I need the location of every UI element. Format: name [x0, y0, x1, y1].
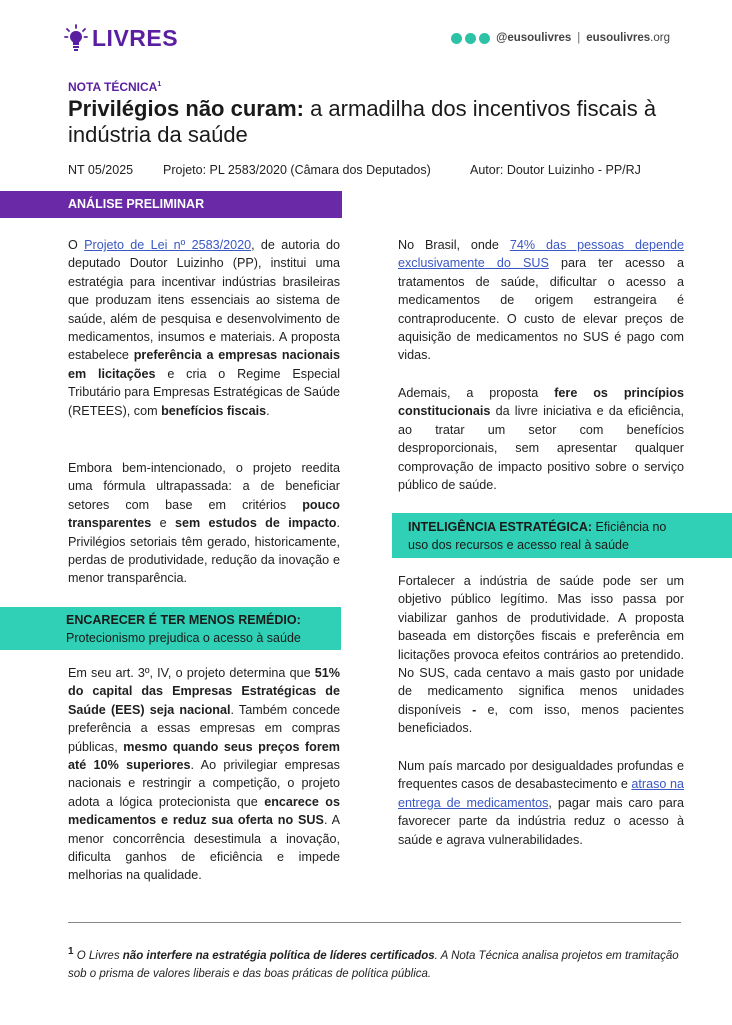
separator: |	[577, 32, 581, 44]
p2-text-b: e	[151, 516, 175, 531]
p3-bold-3: encarece os medicamentos e reduz sua oferta no SUS	[68, 794, 340, 828]
inteligencia-line1-rest: Eficiência no	[592, 520, 667, 534]
paragraph-7	[398, 757, 684, 849]
section-header-inteligencia	[392, 513, 732, 558]
meta-nt-number: NT 05/2025	[68, 163, 134, 177]
title-rest: a armadilha dos incentivos fiscais à indústria da saúde	[68, 96, 657, 147]
doc-type-text: NOTA TÉCNICA	[68, 80, 158, 94]
p4-text-a: No Brasil, onde	[398, 238, 510, 252]
instagram-icon[interactable]	[451, 33, 462, 44]
meta-project: Projeto: PL 2583/2020 (Câmara dos Deputados)	[163, 163, 431, 177]
p3-text-d: . A menor concorrência desestimula a inovação, dificulta ganhos de eficiência e impede melhorias na qualidade.	[68, 813, 341, 883]
page-title	[68, 96, 678, 148]
encarecer-subtitle: Protecionismo prejudica o acesso à saúde	[66, 631, 301, 645]
inteligencia-title: INTELIGÊNCIA ESTRATÉGICA:	[408, 520, 593, 534]
p2-text-a: Embora bem-intencionado, o projeto reedita uma fórmula ultrapassada: a de beneficiar setores com base em critérios	[68, 461, 340, 512]
section-header-encarecer	[0, 607, 341, 650]
footnote-number: 1	[68, 946, 74, 957]
p5-bold-1: fere os princípios constitucionais	[398, 386, 684, 419]
section-title-analise: ANÁLISE PRELIMINAR	[68, 197, 205, 211]
p7-text-b: , pagar mais caro para favorecer parte da indústria reduz o acesso à saúde e agrava vulnerabilidades.	[398, 795, 685, 847]
title-bold: Privilégios não curam:	[68, 96, 304, 121]
footnote-divider	[68, 922, 681, 923]
p1-bold-2: benefícios fiscais	[161, 403, 267, 418]
facebook-icon[interactable]	[465, 33, 476, 44]
p1-text-c: e cria o Regime Especial Tributário para Empresas Estratégicas de Saúde (RETEES), com	[68, 366, 341, 418]
logo-wordmark: LIVRES	[92, 24, 179, 51]
atraso-entrega-link[interactable]: atraso na entrega de medicamentos	[398, 777, 684, 810]
inteligencia-line-1	[408, 520, 666, 534]
p2-bold-1: pouco transparentes	[68, 497, 340, 531]
site-tld: .org	[650, 32, 670, 44]
meta-author: Autor: Doutor Luizinho - PP/RJ	[470, 163, 641, 177]
p2-text-c: . Privilégios setoriais têm gerado, historicamente, perdas de produtividade, redução da inovação e menor transparência.	[68, 516, 340, 586]
encarecer-title: ENCARECER É TER MENOS REMÉDIO:	[66, 613, 301, 627]
p7-text-a: Num país marcado por desigualdades profundas e frequentes casos de desabastecimento e	[398, 759, 684, 792]
p6-text-a: Fortalecer a indústria de saúde pode ser um objetivo público legítimo. Mas isso passa por viabilizar ganhos de produtividade. A proposta baseada em distorções fiscais e preferência em licitações provoca efeitos contrários ao pretendido. No SUS, cada centavo a mais gasto por unidade de medicamento significa menos unidades disponíveis	[398, 574, 684, 717]
doc-type-label	[68, 80, 161, 94]
p3-bold-1: 51% do capital das Empresas Estratégicas de Saúde (EES) seja nacional	[68, 666, 340, 717]
twitter-icon[interactable]	[479, 33, 490, 44]
lightbulb-icon	[64, 24, 88, 52]
p5-text-a: Ademais, a proposta	[398, 386, 555, 400]
paragraph-6	[398, 572, 684, 738]
social-handle[interactable]: @eusoulivres	[496, 32, 572, 44]
p1-text-d: .	[266, 403, 270, 418]
footnote-text-b: . A Nota Técnica analisa projetos em tramitação sob o prisma de valores liberais e das boas práticas de política pública.	[68, 949, 679, 980]
p6-bold-1: -	[472, 702, 477, 717]
social-bar	[451, 32, 670, 44]
paragraph-4	[398, 236, 684, 365]
p1-bold-1: preferência a empresas nacionais em licitações	[68, 348, 340, 381]
p6-text-b: e, com isso, menos pacientes beneficiados.	[398, 702, 684, 736]
p5-text-b: da livre iniciativa e da eficiência, ao tratar um setor com benefícios desproporcionais, sem apresentar qualquer comprovação de impacto positivo sobre o serviço público de saúde.	[398, 404, 684, 493]
site-link[interactable]	[586, 32, 670, 44]
paragraph-5	[398, 384, 684, 494]
sus-74-link[interactable]: 74% das pessoas depende exclusivamente do SUS	[398, 238, 684, 271]
pl-2583-link[interactable]: Projeto de Lei nº 2583/2020	[84, 238, 252, 252]
p3-text-c: . Ao privilegiar empresas nacionais e restringir a competição, o projeto adota a lógica protecionista que	[68, 758, 340, 809]
paragraph-1	[68, 236, 340, 420]
footnote-bold: não interfere na estratégia política de líderes certificados	[122, 949, 435, 962]
inteligencia-line-2: uso dos recursos e acesso real à saúde	[408, 538, 629, 552]
livres-logo	[64, 24, 178, 52]
p1-text-a: O	[68, 238, 85, 252]
p3-bold-2: mesmo quando seus preços forem até 10% superiores	[68, 739, 340, 773]
p4-text-b: para ter acesso a tratamentos de saúde, dificultar o acesso a medicamentos de origem estrangeira é contraproducente. O custo de elevar preços de aquisição de medicamentos no SUS é pago com vidas.	[398, 256, 684, 363]
p1-text-b: , de autoria do deputado Doutor Luizinho (PP), institui uma estratégia para incentivar indústrias brasileiras que produzam itens essenciais ao sistema de saúde, além de pesquisa e desenvolvimento de medicamentos, insumos e materiais. A proposta estabelece	[68, 238, 340, 363]
section-header-analise	[0, 191, 342, 218]
p2-bold-2: sem estudos de impacto	[175, 516, 337, 531]
site-name: eusoulivres	[586, 32, 651, 44]
paragraph-2	[68, 459, 340, 588]
footnote-ref: 1	[157, 81, 162, 88]
footnote	[68, 943, 688, 983]
paragraph-3	[68, 664, 340, 885]
footnote-text-a: O Livres	[73, 949, 123, 962]
p3-text-b: . Também concede preferência a essas empresas em compras públicas,	[68, 702, 340, 754]
p3-text-a: Em seu art. 3º, IV, o projeto determina que	[68, 666, 315, 680]
